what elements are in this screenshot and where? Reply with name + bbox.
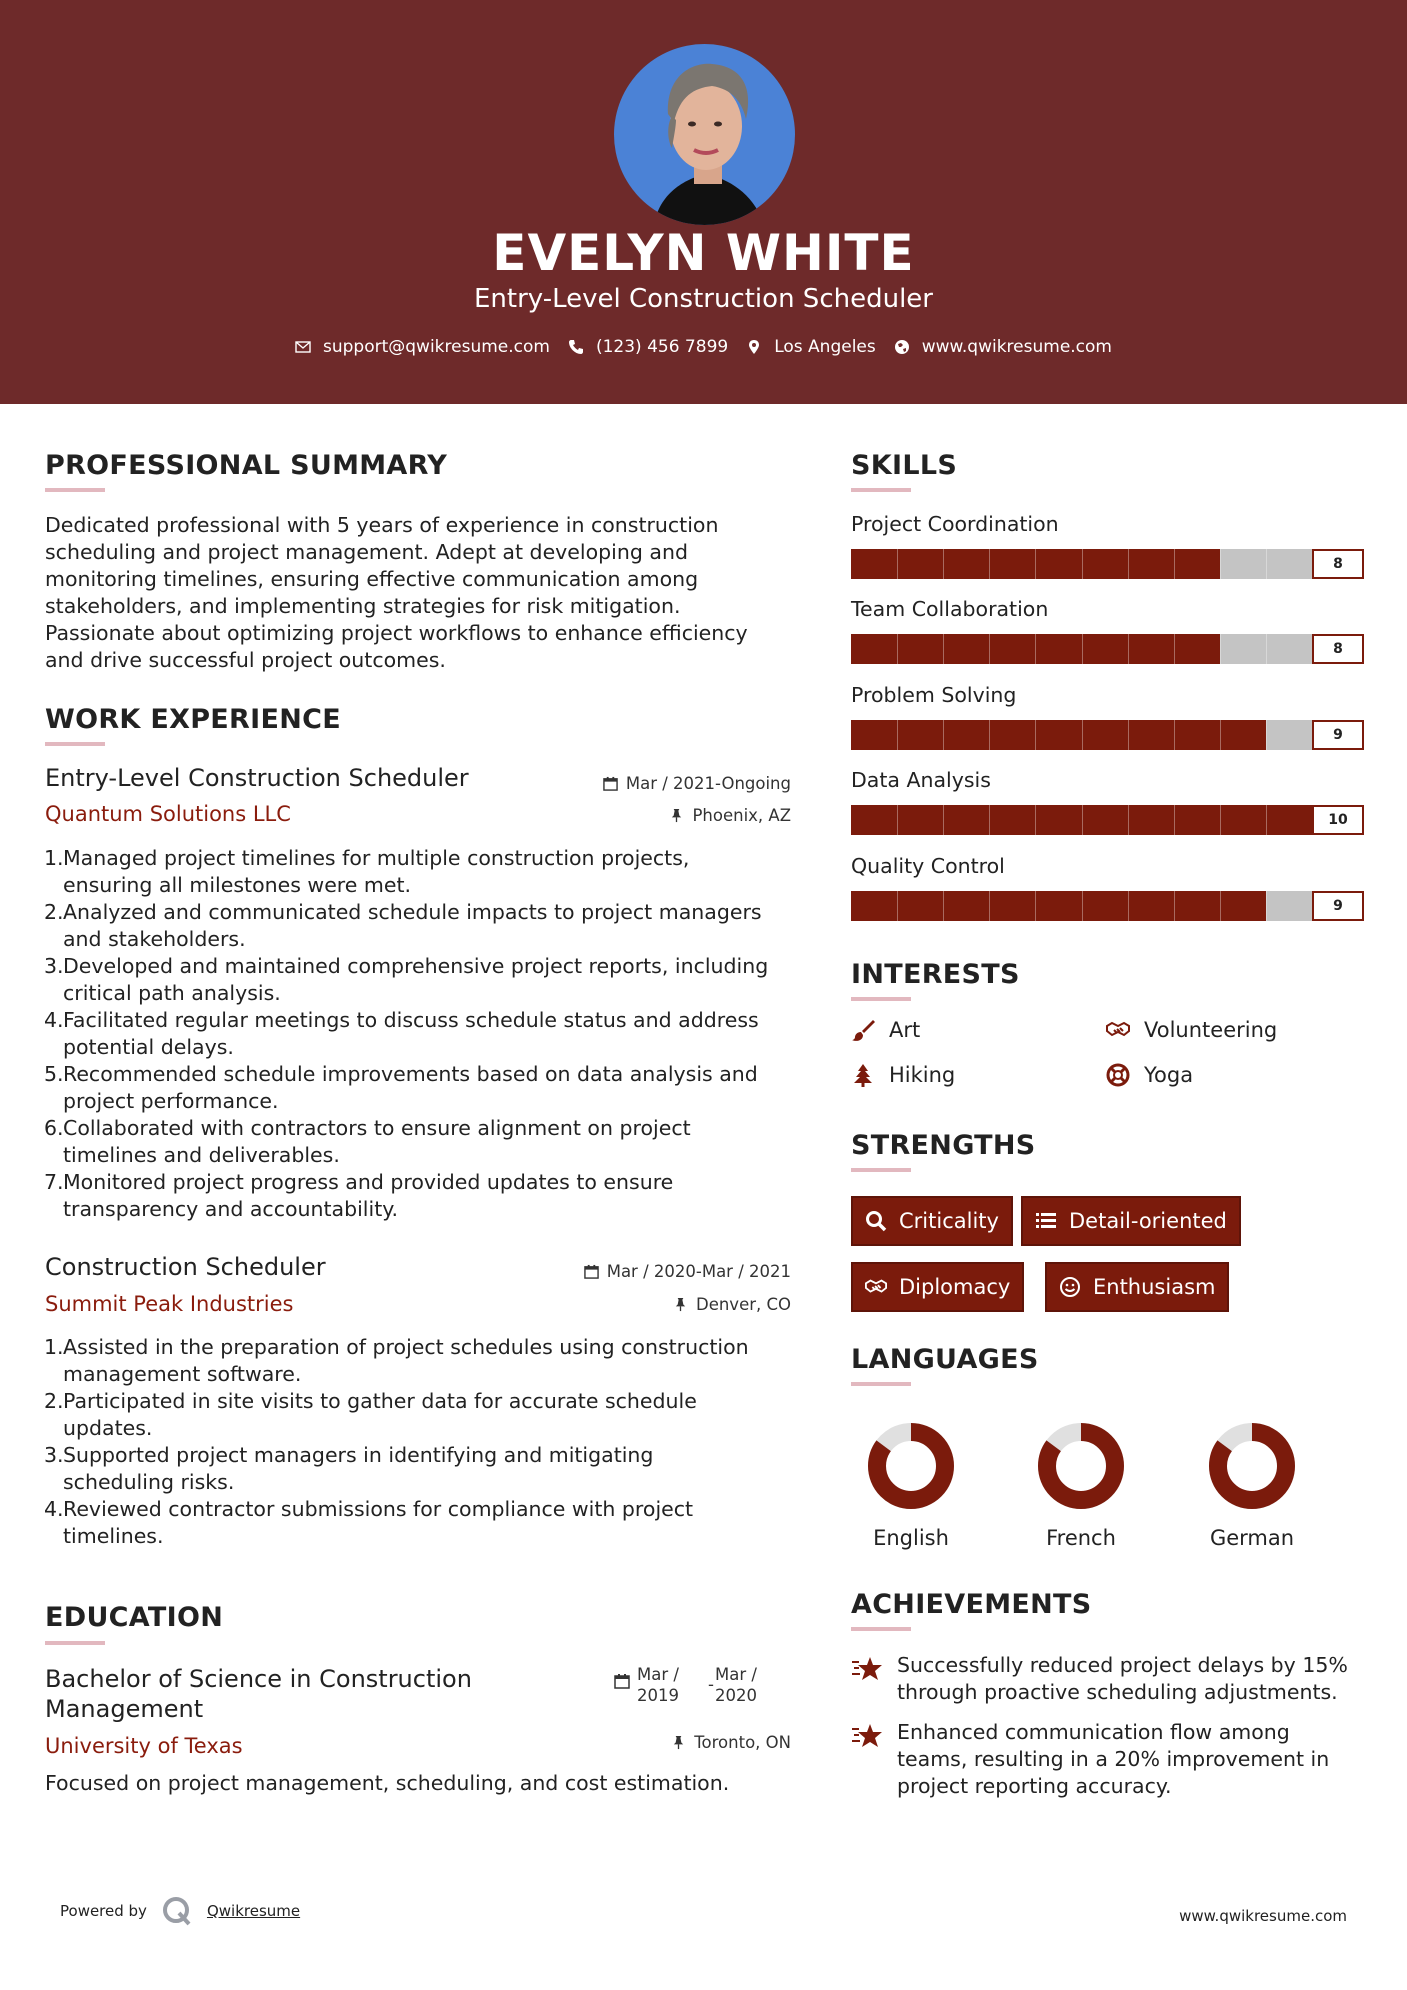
skill-segment-divider bbox=[943, 891, 944, 921]
skill-segment-divider bbox=[1174, 805, 1175, 835]
summary-line: monitoring timelines, ensuring effective communication among bbox=[45, 567, 699, 591]
skill-segment-divider bbox=[897, 805, 898, 835]
skill-segment-divider bbox=[989, 720, 990, 750]
job-title: Construction Scheduler bbox=[45, 1253, 326, 1281]
company-name: Summit Peak Industries bbox=[45, 1292, 294, 1316]
list-item: 2. Analyzed and communicated schedule impacts to project managers and stakeholders. bbox=[44, 900, 762, 951]
strength-tag: Criticality bbox=[851, 1196, 1013, 1246]
skill-bar bbox=[851, 549, 1364, 579]
contact-email[interactable] bbox=[295, 337, 550, 357]
skill-label: Problem Solving bbox=[851, 683, 1017, 707]
header-band bbox=[0, 0, 1407, 404]
language-donut bbox=[865, 1420, 957, 1512]
summary-underline bbox=[45, 488, 105, 492]
education-location-text: Toronto, ON bbox=[694, 1733, 791, 1752]
date-separator: - bbox=[708, 1675, 714, 1694]
education-start-date: Mar / 2019 bbox=[637, 1665, 679, 1705]
skill-segment-divider bbox=[1266, 549, 1267, 579]
interests-underline bbox=[851, 997, 911, 1001]
skill-segment-divider bbox=[1220, 891, 1221, 921]
job-bullets bbox=[45, 845, 768, 1223]
summary-line: stakeholders, and implementing strategies for risk mitigation. bbox=[45, 594, 681, 618]
star-icon bbox=[851, 1721, 883, 1751]
skill-segment-divider bbox=[1035, 720, 1036, 750]
skills-heading: SKILLS bbox=[851, 450, 958, 481]
list-item: 3. Supported project managers in identifying and mitigating scheduling risks. bbox=[44, 1443, 654, 1494]
contact-phone-text: (123) 456 7899 bbox=[595, 337, 729, 357]
experience-heading: WORK EXPERIENCE bbox=[45, 704, 341, 735]
skill-bar bbox=[851, 634, 1364, 664]
list-item: 4. Reviewed contractor submissions for compliance with project timelines. bbox=[44, 1497, 694, 1548]
skill-fill bbox=[851, 891, 1266, 921]
skill-score: 8 bbox=[1312, 634, 1364, 664]
skill-segment-divider bbox=[1220, 549, 1221, 579]
map-pin-icon bbox=[746, 339, 762, 355]
list-item: 2. Participated in site visits to gather data for accurate schedule updates. bbox=[44, 1389, 697, 1440]
paintbrush-icon bbox=[851, 1018, 875, 1042]
skill-segment-divider bbox=[989, 805, 990, 835]
profile-photo bbox=[614, 44, 795, 225]
skill-label: Team Collaboration bbox=[851, 597, 1049, 621]
skill-segment-divider bbox=[897, 720, 898, 750]
experience-underline bbox=[45, 742, 105, 746]
lifebuoy-icon bbox=[1106, 1063, 1130, 1087]
job-dates bbox=[584, 1262, 791, 1281]
job-location bbox=[673, 1295, 791, 1314]
interests-heading: INTERESTS bbox=[851, 959, 1020, 990]
calendar-icon bbox=[603, 776, 618, 791]
strength-tag: Enthusiasm bbox=[1045, 1262, 1229, 1312]
pushpin-icon bbox=[671, 1735, 686, 1750]
job-dates-text: Mar / 2020-Mar / 2021 bbox=[606, 1262, 791, 1281]
strength-tag: Diplomacy bbox=[851, 1262, 1024, 1312]
education-description: Focused on project management, scheduling, and cost estimation. bbox=[45, 1771, 730, 1795]
candidate-title: Entry-Level Construction Scheduler bbox=[474, 284, 933, 314]
contact-website-text: www.qwikresume.com bbox=[921, 337, 1112, 357]
interest-item: Volunteering bbox=[1106, 1018, 1277, 1042]
handshake-icon bbox=[1106, 1018, 1130, 1042]
job-dates bbox=[603, 774, 791, 793]
achievement-item: Successfully reduced project delays by 15% through proactive scheduling adjustments. bbox=[851, 1652, 1348, 1706]
skill-fill bbox=[851, 720, 1266, 750]
skill-segment-divider bbox=[1128, 891, 1129, 921]
footer-powered-by bbox=[60, 1895, 300, 1927]
skill-segment-divider bbox=[1174, 549, 1175, 579]
skill-segment-divider bbox=[1220, 634, 1221, 664]
skill-segment-divider bbox=[1035, 549, 1036, 579]
skill-segment-divider bbox=[1174, 891, 1175, 921]
powered-by-text: Powered by bbox=[60, 1902, 147, 1920]
list-item: 5. Recommended schedule improvements based on data analysis and project performance. bbox=[44, 1062, 758, 1113]
list-item: 6. Collaborated with contractors to ensure alignment on project timelines and deliverables. bbox=[44, 1116, 691, 1167]
skill-segment-divider bbox=[943, 805, 944, 835]
language-item: English bbox=[861, 1420, 961, 1550]
footer-website[interactable]: www.qwikresume.com bbox=[1179, 1907, 1347, 1925]
brand-link[interactable]: Qwikresume bbox=[206, 1902, 301, 1920]
skill-segment-divider bbox=[1082, 634, 1083, 664]
summary-line: scheduling and project management. Adept at developing and bbox=[45, 540, 688, 564]
achievements-underline bbox=[851, 1627, 911, 1631]
interest-item: Art bbox=[851, 1018, 920, 1042]
skill-segment-divider bbox=[1035, 805, 1036, 835]
envelope-icon bbox=[295, 339, 311, 355]
smile-icon bbox=[1059, 1276, 1081, 1298]
skill-segment-divider bbox=[1128, 805, 1129, 835]
summary-text bbox=[45, 512, 748, 674]
strengths-underline bbox=[851, 1168, 911, 1172]
calendar-icon bbox=[584, 1264, 599, 1279]
skill-segment-divider bbox=[943, 720, 944, 750]
skill-segment-divider bbox=[1082, 805, 1083, 835]
strengths-heading: STRENGTHS bbox=[851, 1130, 1036, 1161]
skill-label: Project Coordination bbox=[851, 512, 1059, 536]
language-donut bbox=[1035, 1420, 1127, 1512]
job-location bbox=[669, 806, 791, 825]
skill-segment-divider bbox=[1220, 720, 1221, 750]
list-item: 1. Assisted in the preparation of project schedules using construction management software. bbox=[44, 1335, 749, 1386]
handshake-icon bbox=[865, 1276, 887, 1298]
skill-score: 8 bbox=[1312, 549, 1364, 579]
star-icon bbox=[851, 1654, 883, 1684]
degree-title: Bachelor of Science in Construction Management bbox=[45, 1665, 472, 1723]
skill-segment-divider bbox=[1035, 891, 1036, 921]
skill-segment-divider bbox=[1082, 549, 1083, 579]
job-title: Entry-Level Construction Scheduler bbox=[45, 764, 469, 792]
contact-location bbox=[746, 337, 876, 357]
skill-segment-divider bbox=[1128, 549, 1129, 579]
skill-segment-divider bbox=[989, 634, 990, 664]
education-heading: EDUCATION bbox=[45, 1602, 224, 1633]
education-end-date: Mar / 2020 bbox=[715, 1665, 757, 1705]
skill-segment-divider bbox=[1128, 634, 1129, 664]
skill-segment-divider bbox=[1266, 634, 1267, 664]
contact-location-text: Los Angeles bbox=[774, 337, 876, 357]
skill-segment-divider bbox=[1266, 720, 1267, 750]
skill-segment-divider bbox=[989, 891, 990, 921]
language-item: German bbox=[1202, 1420, 1302, 1550]
search-icon bbox=[865, 1210, 887, 1232]
skill-segment-divider bbox=[897, 891, 898, 921]
skills-underline bbox=[851, 488, 911, 492]
summary-heading: PROFESSIONAL SUMMARY bbox=[45, 450, 448, 481]
contact-phone[interactable] bbox=[568, 337, 728, 357]
job-bullets bbox=[45, 1334, 749, 1550]
skill-segment-divider bbox=[1082, 720, 1083, 750]
languages-underline bbox=[851, 1382, 911, 1386]
calendar-icon bbox=[614, 1673, 632, 1691]
achievement-item: Enhanced communication flow among teams, resulting in a 20% improvement in project reporting accuracy. bbox=[851, 1719, 1329, 1800]
skill-segment-divider bbox=[1128, 720, 1129, 750]
contact-website[interactable] bbox=[894, 337, 1112, 357]
contact-bar bbox=[0, 337, 1407, 357]
skill-segment-divider bbox=[897, 549, 898, 579]
skill-score: 9 bbox=[1312, 891, 1364, 921]
interest-item: Hiking bbox=[851, 1063, 955, 1087]
language-item: French bbox=[1031, 1420, 1131, 1550]
summary-line: Dedicated professional with 5 years of experience in construction bbox=[45, 513, 719, 537]
list-item: 7. Monitored project progress and provided updates to ensure transparency and accountability. bbox=[44, 1170, 674, 1221]
school-name: University of Texas bbox=[45, 1734, 243, 1758]
language-donut bbox=[1206, 1420, 1298, 1512]
education-location bbox=[671, 1733, 791, 1752]
list-item: 1. Managed project timelines for multiple construction projects, ensuring all milestones were met. bbox=[44, 846, 690, 897]
skill-bar bbox=[851, 805, 1364, 835]
skill-segment-divider bbox=[1266, 805, 1267, 835]
skill-bar bbox=[851, 720, 1364, 750]
languages-heading: LANGUAGES bbox=[851, 1344, 1039, 1375]
skill-score: 9 bbox=[1312, 720, 1364, 750]
skill-segment-divider bbox=[943, 634, 944, 664]
skill-segment-divider bbox=[1174, 634, 1175, 664]
list-icon bbox=[1035, 1210, 1057, 1232]
skill-bar bbox=[851, 891, 1364, 921]
globe-icon bbox=[894, 339, 910, 355]
job-location-text: Phoenix, AZ bbox=[692, 806, 791, 825]
job-dates-text: Mar / 2021-Ongoing bbox=[625, 774, 791, 793]
skill-segment-divider bbox=[897, 634, 898, 664]
skill-segment-divider bbox=[989, 549, 990, 579]
skill-label: Data Analysis bbox=[851, 768, 991, 792]
pushpin-icon bbox=[669, 808, 684, 823]
summary-line: Passionate about optimizing project workflows to enhance efficiency bbox=[45, 621, 748, 645]
skill-segment-divider bbox=[943, 549, 944, 579]
qwikresume-logo-icon bbox=[161, 1895, 193, 1927]
list-item: 4. Facilitated regular meetings to discuss schedule status and address potential delays. bbox=[44, 1008, 759, 1059]
skill-segment-divider bbox=[1082, 891, 1083, 921]
skill-label: Quality Control bbox=[851, 854, 1005, 878]
tree-icon bbox=[851, 1063, 875, 1087]
strength-tag: Detail-oriented bbox=[1021, 1196, 1241, 1246]
company-name: Quantum Solutions LLC bbox=[45, 802, 291, 826]
skill-score: 10 bbox=[1312, 805, 1364, 835]
summary-line: and drive successful project outcomes. bbox=[45, 648, 446, 672]
skill-segment-divider bbox=[1174, 720, 1175, 750]
contact-email-text: support@qwikresume.com bbox=[323, 337, 550, 357]
skill-segment-divider bbox=[1035, 634, 1036, 664]
skill-segment-divider bbox=[1220, 805, 1221, 835]
pushpin-icon bbox=[673, 1297, 688, 1312]
interest-item: Yoga bbox=[1106, 1063, 1193, 1087]
achievements-heading: ACHIEVEMENTS bbox=[851, 1589, 1092, 1620]
list-item: 3. Developed and maintained comprehensive project reports, including critical path analysis. bbox=[44, 954, 769, 1005]
job-location-text: Denver, CO bbox=[695, 1295, 791, 1314]
candidate-name: EVELYN WHITE bbox=[492, 224, 915, 282]
phone-icon bbox=[568, 339, 584, 355]
skill-segment-divider bbox=[1266, 891, 1267, 921]
education-underline bbox=[45, 1641, 105, 1645]
